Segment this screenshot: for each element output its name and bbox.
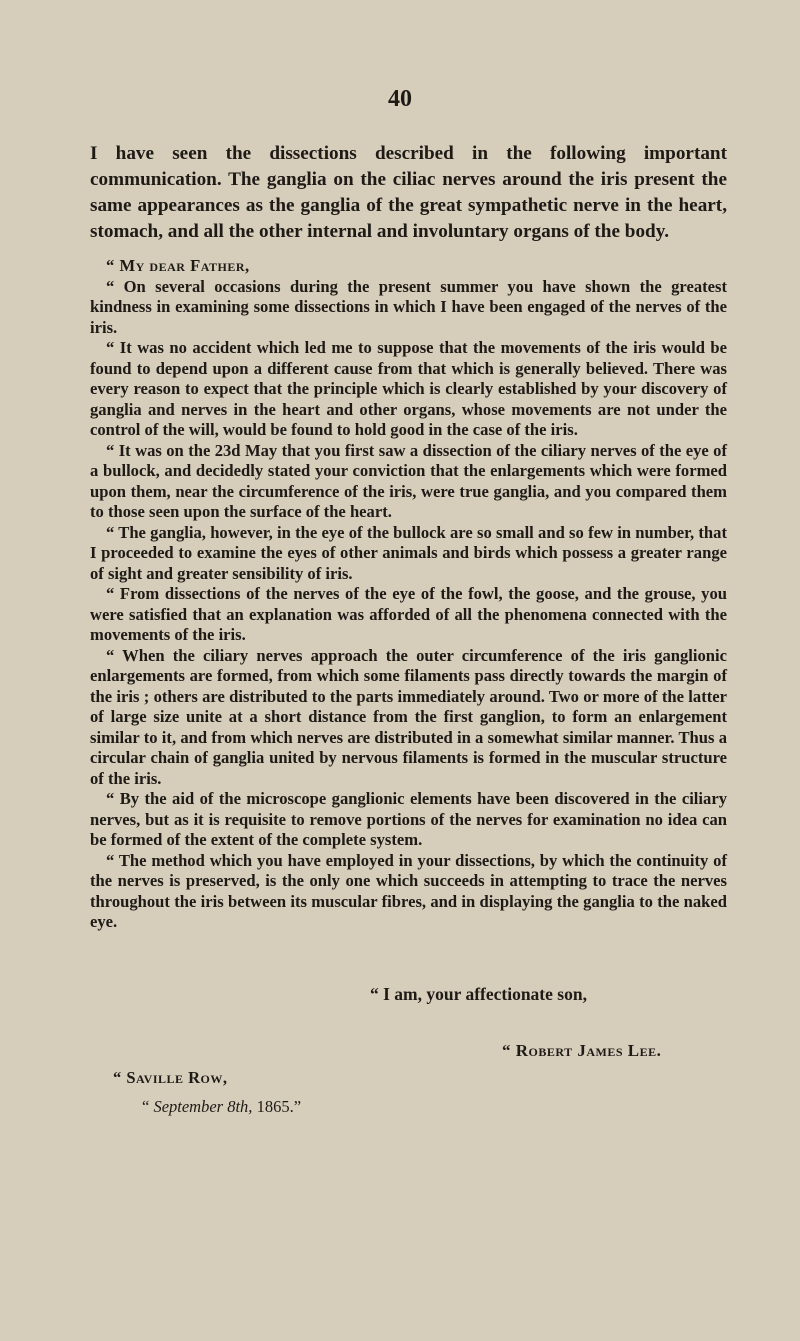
letter-paragraph: “ By the aid of the microscope ganglionic elements have been discovered in the ciliary nerves, but as it is requisite to remove portions of the nerves for examination no idea can be formed of the extent of the complete system. <box>90 789 727 849</box>
letter-paragraph: “ On several occasions during the present summer you have shown the greatest kindness in examining some dissections in which I have been engaged of the nerves of the iris. <box>90 276 727 337</box>
date-month: September 8th, <box>153 1097 253 1116</box>
letter-address: “ Saville Row, <box>113 1068 228 1087</box>
letter-signature: “ Robert James Lee. <box>502 1041 662 1060</box>
letter-date <box>142 1097 301 1117</box>
letter-paragraph: “ It was no accident which led me to suppose that the movements of the iris would be found to depend upon a different cause from that which is generally believed. There was every reason to expect that the principle which is clearly established by your discovery of ganglia and nerves in the heart and other organs, whose movements are not under the control of the will, would be found to hold good in the case of the iris. <box>90 338 727 439</box>
letter-paragraph: “ From dissections of the nerves of the eye of the fowl, the goose, and the grouse, you were satisfied that an explanation was afforded of all the phenomena connected with the movements of the iris. <box>90 584 727 644</box>
letter-salutation: “ My dear Father, <box>106 256 250 275</box>
intro-paragraph: I have seen the dissections described in the following important communication. The ganglia on the ciliac nerves around the iris present the same appearances as the ganglia of the great sympathetic nerve in the heart, stomach, and all the other internal and involuntary organs of the body. <box>90 143 727 242</box>
page-number: 40 <box>388 86 412 112</box>
letter-closing: “ I am, your affectionate son, <box>370 984 587 1004</box>
letter-paragraph: “ When the ciliary nerves approach the outer circumference of the iris ganglionic enlargements are formed, from which some filaments pass directly towards the margin of the iris ; others are distributed to the parts immediately around. Two or more of the latter of large size unite at a short distance from the first ganglion, to form an enlargement similar to it, and from which nerves are distributed in a somewhat similar manner. Thus a circular chain of ganglia united by nervous filaments is formed in the muscular structure of the iris. <box>90 645 727 788</box>
letter-paragraph: “ The ganglia, however, in the eye of the bullock are so small and so few in number, that I proceeded to examine the eyes of other animals and birds which possess a greater range of sight and greater sensibility of iris. <box>90 522 727 583</box>
date-year: 1865.” <box>252 1097 302 1116</box>
date-open-quote: “ <box>142 1097 154 1116</box>
letter-paragraph: “ The method which you have employed in your dissections, by which the continuity of the nerves is preserved, is the only one which succeeds in attempting to trace the nerves throughout the iris between its muscular fibres, and in displaying the ganglia to the naked eye. <box>90 850 727 931</box>
letter-body <box>90 256 727 933</box>
letter-paragraph: “ It was on the 23d May that you first saw a dissection of the ciliary nerves of the eye of a bullock, and decidedly stated your conviction that the enlargements which were formed upon them, near the circumference of the iris, were true ganglia, and you compared them to those seen upon the surface of the heart. <box>90 440 727 521</box>
